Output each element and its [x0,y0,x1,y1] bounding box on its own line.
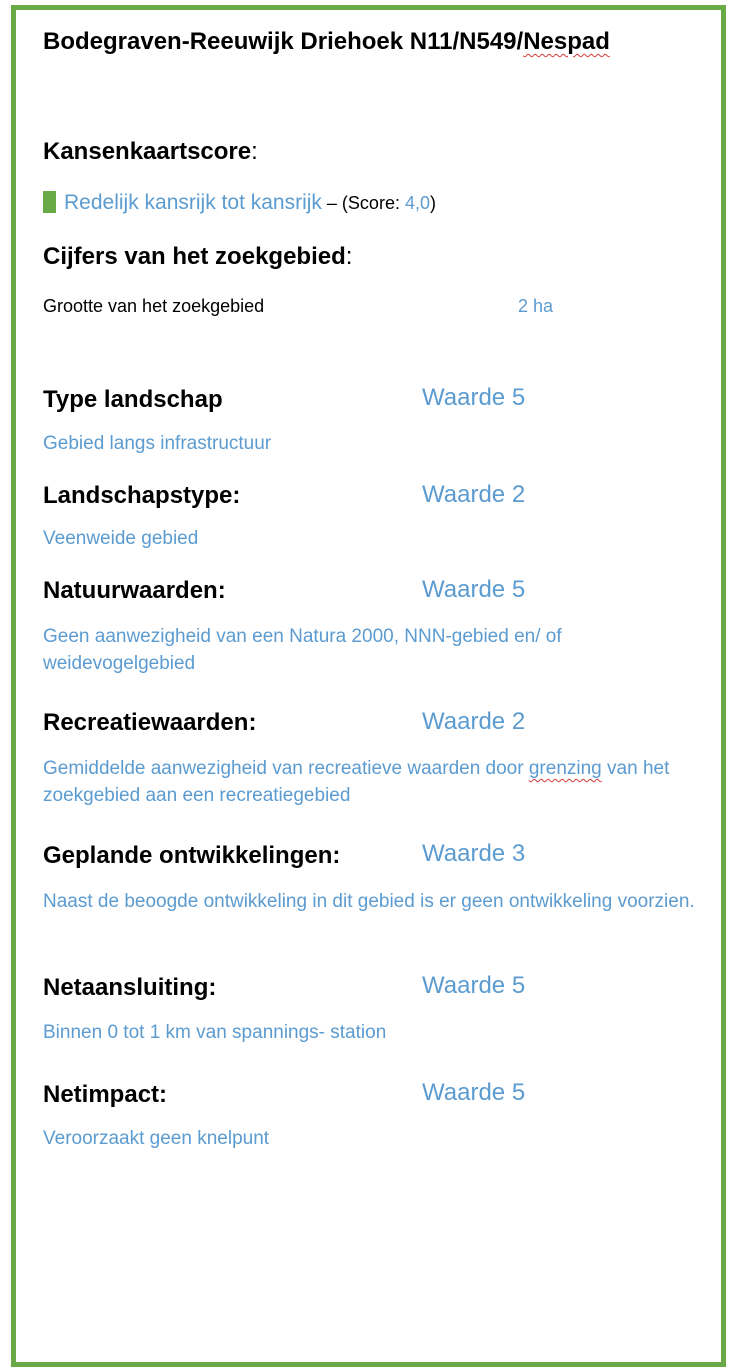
section-value: Waarde 5 [422,384,526,411]
section-description: Gemiddelde aanwezigheid van recreatieve waarden door grenzing van het zoekgebied aan een recreatiegebied [43,758,670,806]
green-square-icon [43,191,56,213]
section-heading: Recreatiewaarden: [43,709,257,736]
grootte-value: 2 ha [518,296,554,316]
document-frame [11,5,726,1367]
grootte-label: Grootte van het zoekgebied [43,296,265,316]
section-description: Binnen 0 tot 1 km van spannings- station [43,1022,387,1043]
section-description: Gebied langs infrastructuur [43,433,272,454]
score-value: 4,0 [404,193,430,213]
section-value: Waarde 5 [422,1079,526,1106]
section-heading: Geplande ontwikkelingen: [43,842,341,869]
document-title: Bodegraven-Reeuwijk Driehoek N11/N549/Nespad [43,28,610,55]
section-value: Waarde 3 [422,840,526,867]
section-value: Waarde 2 [422,708,526,735]
spellcheck-word: grenzing [528,758,602,779]
cijfers-heading: Cijfers van het zoekgebied: [43,243,353,270]
section-value: Waarde 2 [422,481,526,508]
score-line: Redelijk kansrijk tot kansrijk – (Score: 4,0) [43,191,436,215]
section-description: Veenweide gebied [43,528,199,549]
kansenkaartscore-heading: Kansenkaartscore: [43,138,258,165]
section-heading: Natuurwaarden: [43,577,226,604]
section-heading: Landschapstype: [43,482,241,509]
section-description: Veroorzaakt geen knelpunt [43,1128,270,1149]
section-value: Waarde 5 [422,576,526,603]
section-value: Waarde 5 [422,972,526,999]
spellcheck-word: Nespad [523,28,610,55]
section-description: Geen aanwezigheid van een Natura 2000, NNN-gebied en/ of weidevogelgebied [43,626,562,674]
section-heading: Netimpact: [43,1081,168,1108]
section-heading: Netaansluiting: [43,974,217,1001]
section-description: Naast de beoogde ontwikkeling in dit gebied is er geen ontwikkeling voorzien. [43,891,695,912]
score-label: Redelijk kansrijk tot kansrijk [64,191,322,214]
section-heading: Type landschap [43,386,223,413]
